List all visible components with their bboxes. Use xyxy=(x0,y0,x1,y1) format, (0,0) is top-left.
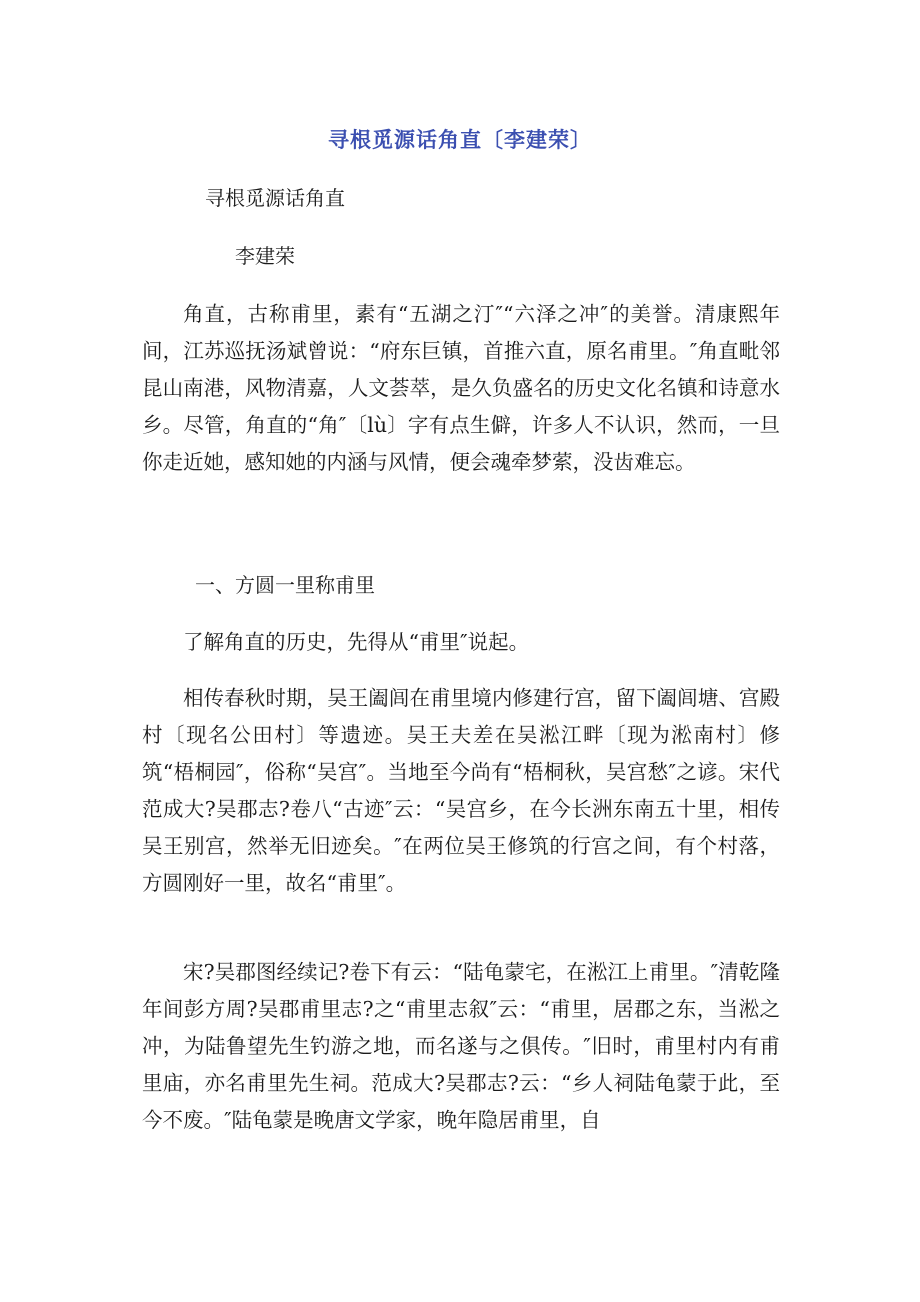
paragraph-song-records: 宋?吴郡图经续记?卷下有云：“陆龟蒙宅，在淞江上甫里。″清乾隆年间彭方周?吴郡甫里志?之“甫里志叙″云：“甫里，居郡之东，当淞之冲，为陆鲁望先生钓游之地，而名遂与之俱传。″旧时，甫里村内有甫里庙，亦名甫里先生祠。范成大?吴郡志?云：“乡人祠陆龟蒙于此，至今不废。″陆龟蒙是晚唐文学家，晚年隐居甫里，自 xyxy=(142,960,780,1132)
section-heading: 一、方圆一里称甫里 xyxy=(195,573,375,597)
article-author: 李建荣 xyxy=(235,244,295,268)
paragraph-spring-autumn: 相传春秋时期，吴王阖闾在甫里境内修建行宫，留下阖闾塘、宫殿村〔现名公田村〕等遗迹。吴王夫差在吴淞江畔〔现为淞南村〕修筑“梧桐园″，俗称“吴宫″。当地至今尚有“梧桐秋，吴宫愁″之谚。宋代范成大?吴郡志?卷八“古迹″云：“吴宫乡，在今长洲东南五十里，相传吴王别宫，然举无旧迹矣。″在两位吴王修筑的行宫之间，有个村落，方圆刚好一里，故名“甫里″。 xyxy=(142,686,780,895)
article-subtitle: 寻根觅源话角直 xyxy=(205,186,345,210)
document-title: 寻根觅源话角直〔李建荣〕 xyxy=(328,128,592,152)
paragraph-history-lead: 了解角直的历史，先得从“甫里″说起。 xyxy=(183,630,530,654)
paragraph-intro: 角直，古称甫里，素有“五湖之汀″“六泽之冲″的美誉。清康熙年间，江苏巡抚汤斌曾说：“府东巨镇，首推六直，原名甫里。″角直毗邻昆山南港，风物清嘉，人文荟萃，是久负盛名的历史文化名镇和诗意水乡。尽管，角直的“角″〔lù〕字有点生僻，许多人不认识，然而，一旦你走近她，感知她的内涵与风情，便会魂牵梦萦，没齿难忘。 xyxy=(142,302,780,474)
